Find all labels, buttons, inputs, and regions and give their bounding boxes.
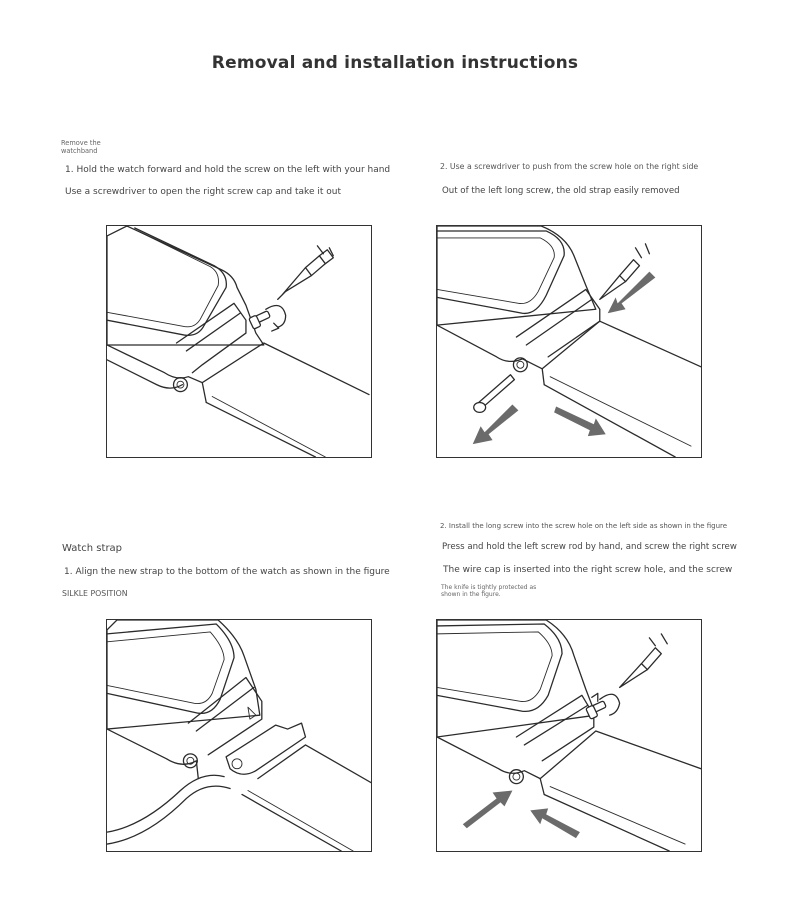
install-step1-line2: SILKLE POSITION: [62, 589, 128, 598]
install-step2-note: The knife is tightly protected as shown in the figure.: [441, 584, 537, 598]
page-title: Removal and installation instructions: [211, 53, 579, 73]
strap: [540, 731, 701, 851]
install-step2-line2: Press and hold the left screw rod by hand, and screw the right screw: [442, 542, 737, 552]
screwdriver-icon: [620, 634, 668, 688]
strap-new: [107, 723, 371, 851]
install-step2-line3: The wire cap is inserted into the right screw hole, and the screw: [443, 565, 733, 575]
screw-icon: [586, 701, 607, 720]
strap: [202, 343, 369, 457]
arrow-icon: [473, 272, 656, 445]
removal-step1-line1: 1. Hold the watch forward and hold the screw on the left with your hand: [65, 165, 391, 175]
illustration-remove-cap: [106, 225, 372, 458]
strap: [542, 321, 701, 457]
removal-step1-line2: Use a screwdriver to open the right screw cap and take it out: [65, 187, 341, 197]
install-step2-line1: 2. Install the long screw into the screw hole on the left side as shown in the figure: [440, 522, 728, 530]
arrow-icon: [463, 791, 580, 839]
screw-icon: [474, 375, 515, 413]
illustration-align-strap: [106, 619, 372, 852]
section-label-remove: Remove the watchband: [61, 139, 101, 155]
removal-step2-line2: Out of the left long screw, the old strap easily removed: [442, 186, 680, 196]
illustration-install-screw: [436, 619, 702, 852]
removal-step2-line1: 2. Use a screwdriver to push from the screw hole on the right side: [440, 162, 699, 171]
watch-body: [107, 226, 264, 392]
screwdriver-icon: [600, 244, 650, 300]
illustration-remove-strap: [436, 225, 702, 458]
section-label-install: Watch strap: [62, 543, 123, 554]
watch-body: [437, 226, 600, 372]
screwdriver-icon: [278, 246, 334, 300]
install-step1-line1: 1. Align the new strap to the bottom of the watch as shown in the figure: [64, 567, 390, 577]
screw-icon: [249, 311, 271, 330]
watch-body: [107, 620, 262, 779]
watch-body: [437, 620, 596, 784]
